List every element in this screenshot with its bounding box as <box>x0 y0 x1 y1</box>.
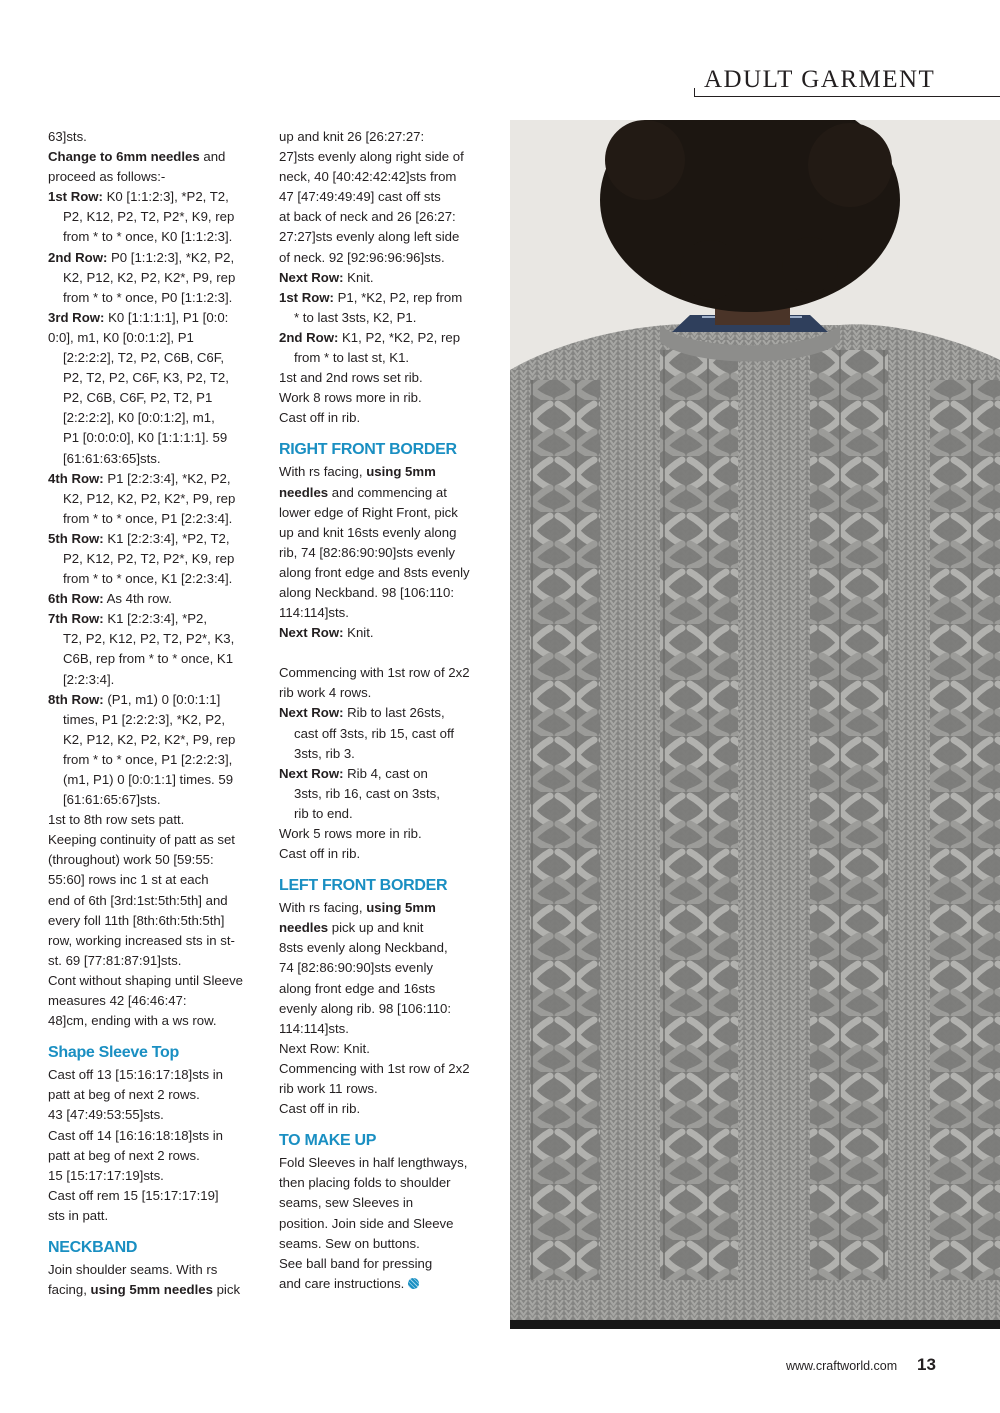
text-line: Cast off rem 15 [15:17:17:19] <box>48 1187 219 1203</box>
row-label: Next Row: <box>279 269 344 285</box>
text-line: patt at beg of next 2 rows. <box>48 1147 200 1163</box>
text-line: from * to * once, P1 [2:2:2:3], <box>63 751 233 767</box>
text-line: lower edge of Right Front, pick <box>279 504 458 520</box>
text-line: 8sts evenly along Neckband, <box>279 940 448 956</box>
text-line: 0:0], m1, K0 [0:0:1:2], P1 <box>48 329 194 345</box>
text-line: rib, 74 [82:86:90:90]sts evenly <box>279 544 455 560</box>
text-line: (m1, P1) 0 [0:0:1:1] times. 59 <box>63 772 234 787</box>
text-run: facing, <box>48 1282 91 1298</box>
text-line: P2, C6B, C6F, P2, T2, P1 <box>63 390 213 406</box>
spacer <box>279 643 494 663</box>
text-line: row, working increased sts in st- <box>48 932 235 948</box>
text-line: Next Row: Knit. <box>279 1040 370 1056</box>
text-run: (P1, m1) 0 [0:0:1:1] <box>103 691 221 707</box>
row-label: 5th Row: <box>48 530 104 546</box>
section-heading: RIGHT FRONT BORDER <box>279 441 457 459</box>
text-line: rib work 4 rows. <box>279 685 372 701</box>
bold-run: using 5mm needles <box>90 1282 213 1298</box>
text-line: from * to * once, K1 [2:2:3:4]. <box>63 571 233 587</box>
text-run: With rs facing, <box>279 464 367 480</box>
text-line: patt at beg of next 2 rows. <box>48 1087 200 1103</box>
row-label: 4th Row: <box>48 470 104 486</box>
row-label: 6th Row: <box>48 591 104 607</box>
text-line: neck, 40 [40:42:42:42]sts from <box>279 169 457 185</box>
row-label: Next Row: <box>279 705 344 721</box>
header-rule <box>694 96 1000 97</box>
text-line: every foll 11th [8th:6th:5th:5th] <box>48 912 225 928</box>
text-run: K1 [2:2:3:4], *P2, <box>103 611 208 627</box>
row-label: 8th Row: <box>48 691 104 707</box>
text-line: Cast off in rib. <box>279 846 361 862</box>
text-line: [2:2:2:2], T2, P2, C6B, C6F, <box>63 350 225 366</box>
text-run: K1, P2, *K2, P2, rep <box>338 329 461 345</box>
text-line: Cast off in rib. <box>279 1101 361 1117</box>
row-label: 2nd Row: <box>48 249 108 265</box>
text-run: and commencing at <box>328 484 447 500</box>
text-line: sts in patt. <box>48 1207 109 1223</box>
text-line: Keeping continuity of patt as set <box>48 832 235 848</box>
row-label: Next Row: <box>279 765 344 781</box>
text-line: P2, K12, P2, T2, P2*, K9, rep <box>63 550 235 566</box>
section-heading: NECKBAND <box>48 1238 138 1256</box>
text-line: along front edge and 16sts <box>279 980 436 996</box>
text-line: [61:61:65:67]sts. <box>63 792 161 808</box>
text-run: pick <box>212 1282 241 1298</box>
row-label: Next Row: <box>279 625 344 641</box>
text-line: of neck. 92 [92:96:96:96]sts. <box>279 249 445 265</box>
text-run: P0 [1:1:2:3], *K2, P2, <box>107 249 235 265</box>
text-line: seams. Sew on buttons. <box>279 1235 420 1251</box>
text-line: up and knit 26 [26:27:27: <box>279 129 425 144</box>
row-label: 1st Row: <box>279 289 334 305</box>
pattern-column-1 <box>48 127 263 1300</box>
text-line: evenly along rib. 98 [106:110: <box>279 1000 452 1016</box>
text-line: 55:60] rows inc 1 st at each <box>48 872 209 888</box>
text-line: end of 6th [3rd:1st:5th:5th] and <box>48 892 228 908</box>
text-line: Commencing with 1st row of 2x2 <box>279 1060 470 1076</box>
text-line: proceed as follows:- <box>48 169 166 185</box>
text-line: P2, T2, P2, C6F, K3, P2, T2, <box>63 370 229 386</box>
text-line: cast off 3sts, rib 15, cast off <box>294 725 455 741</box>
text-line: See ball band for pressing <box>279 1255 433 1271</box>
text-line: Work 8 rows more in rib. <box>279 390 422 406</box>
bold-run: needles <box>279 484 329 500</box>
text-line: 15 [15:17:17:19]sts. <box>48 1167 164 1183</box>
text-line: at back of neck and 26 [26:27: <box>279 209 456 225</box>
footer-url: www.craftworld.com <box>786 1359 898 1373</box>
text-line: from * to * once, P0 [1:1:2:3]. <box>63 289 233 305</box>
text-line: T2, P2, K12, P2, T2, P2*, K3, <box>63 631 235 647</box>
bold-run: needles <box>279 920 329 936</box>
text-line: 114:114]sts. <box>279 1020 349 1036</box>
text-line: Join shoulder seams. With rs <box>48 1261 218 1277</box>
text-line: K2, P12, K2, P2, K2*, P9, rep <box>63 731 236 747</box>
text-line: 3sts, rib 3. <box>294 745 355 761</box>
yarn-ball-icon <box>408 1278 419 1289</box>
text-line: Work 5 rows more in rib. <box>279 826 422 841</box>
text-line: 63]sts. <box>48 129 87 144</box>
text-line: up and knit 16sts evenly along <box>279 524 457 540</box>
section-heading: TO MAKE UP <box>279 1132 377 1150</box>
text-line: st. 69 [77:81:87:91]sts. <box>48 952 182 968</box>
text-line: Cast off in rib. <box>279 410 361 426</box>
text-run: and care instructions. <box>279 1275 405 1291</box>
text-line: P1 [0:0:0:0], K0 [1:1:1:1]. 59 <box>63 430 228 446</box>
text-run: and <box>199 149 226 165</box>
text-run: Knit. <box>343 269 374 285</box>
text-line: 43 [47:49:53:55]sts. <box>48 1107 164 1123</box>
text-run: K1 [2:2:3:4], *P2, T2, <box>103 530 230 546</box>
text-line: K2, P12, K2, P2, K2*, P9, rep <box>63 490 236 506</box>
pattern-column-2 <box>279 127 494 1294</box>
text-line: Commencing with 1st row of 2x2 <box>279 665 470 681</box>
text-line: 1st and 2nd rows set rib. <box>279 370 423 386</box>
text-line: along Neckband. 98 [106:110: <box>279 584 454 600</box>
text-run: K0 [1:1:2:3], *P2, T2, <box>102 189 229 205</box>
page-number: 13 <box>917 1355 936 1374</box>
row-label: 7th Row: <box>48 611 104 627</box>
text-line: [61:61:63:65]sts. <box>63 450 161 466</box>
text-run: P1, *K2, P2, rep from <box>333 289 463 305</box>
text-line: Cont without shaping until Sleeve <box>48 972 244 988</box>
text-line: rib to end. <box>294 805 353 821</box>
bold-run: using 5mm <box>366 464 436 480</box>
row-label: 3rd Row: <box>48 309 105 325</box>
text-run: pick up and knit <box>328 920 424 936</box>
text-run: With rs facing, <box>279 900 367 916</box>
row-label: 1st Row: <box>48 189 103 205</box>
text-line: 48]cm, ending with a ws row. <box>48 1013 217 1029</box>
text-line: P2, K12, P2, T2, P2*, K9, rep <box>63 209 235 225</box>
text-line: position. Join side and Sleeve <box>279 1215 454 1231</box>
text-line: from * to last st, K1. <box>294 350 410 366</box>
text-line: [2:2:3:4]. <box>63 671 115 687</box>
bold-label: Change to 6mm needles <box>48 149 200 165</box>
text-line: 27]sts evenly along right side of <box>279 149 464 165</box>
row-label: 2nd Row: <box>279 329 339 345</box>
text-line: then placing folds to shoulder <box>279 1175 451 1191</box>
text-line: 74 [82:86:90:90]sts evenly <box>279 960 433 976</box>
sweater-photo <box>510 120 1000 1329</box>
text-line: from * to * once, P1 [2:2:3:4]. <box>63 510 233 526</box>
bold-run: using 5mm <box>366 900 436 916</box>
section-heading: Shape Sleeve Top <box>48 1044 179 1062</box>
text-run: Knit. <box>343 625 374 641</box>
text-line: seams, sew Sleeves in <box>279 1195 414 1211</box>
text-line: K2, P12, K2, P2, K2*, P9, rep <box>63 269 236 285</box>
text-line: 27:27]sts evenly along left side <box>279 229 460 245</box>
text-line: 1st to 8th row sets patt. <box>48 812 185 828</box>
text-line: C6B, rep from * to * once, K1 <box>63 651 234 667</box>
text-run: As 4th row. <box>103 591 172 607</box>
text-line: measures 42 [46:46:47: <box>48 993 187 1009</box>
text-line: Fold Sleeves in half lengthways, <box>279 1155 468 1171</box>
text-line: Cast off 14 [16:16:18:18]sts in <box>48 1127 223 1143</box>
text-line: 114:114]sts. <box>279 605 349 621</box>
text-line: times, P1 [2:2:2:3], *K2, P2, <box>63 711 225 727</box>
text-line: rib work 11 rows. <box>279 1081 378 1097</box>
text-run: Rib 4, cast on <box>343 765 428 781</box>
text-line: 47 [47:49:49:49] cast off sts <box>279 189 441 205</box>
text-run: P1 [2:2:3:4], *K2, P2, <box>103 470 231 486</box>
text-line: (throughout) work 50 [59:55: <box>48 852 214 868</box>
section-heading: LEFT FRONT BORDER <box>279 877 448 895</box>
text-line: * to last 3sts, K2, P1. <box>294 309 417 325</box>
text-run: K0 [1:1:1:1], P1 [0:0: <box>104 309 229 325</box>
text-run: Rib to last 26sts, <box>343 705 445 721</box>
text-line: [2:2:2:2], K0 [0:0:1:2], m1, <box>63 410 215 426</box>
text-line: from * to * once, K0 [1:1:2:3]. <box>63 229 233 245</box>
section-title: ADULT GARMENT <box>704 66 936 93</box>
text-line: Cast off 13 [15:16:17:18]sts in <box>48 1067 223 1083</box>
text-line: along front edge and 8sts evenly <box>279 564 470 580</box>
text-line: 3sts, rib 16, cast on 3sts, <box>294 785 440 801</box>
